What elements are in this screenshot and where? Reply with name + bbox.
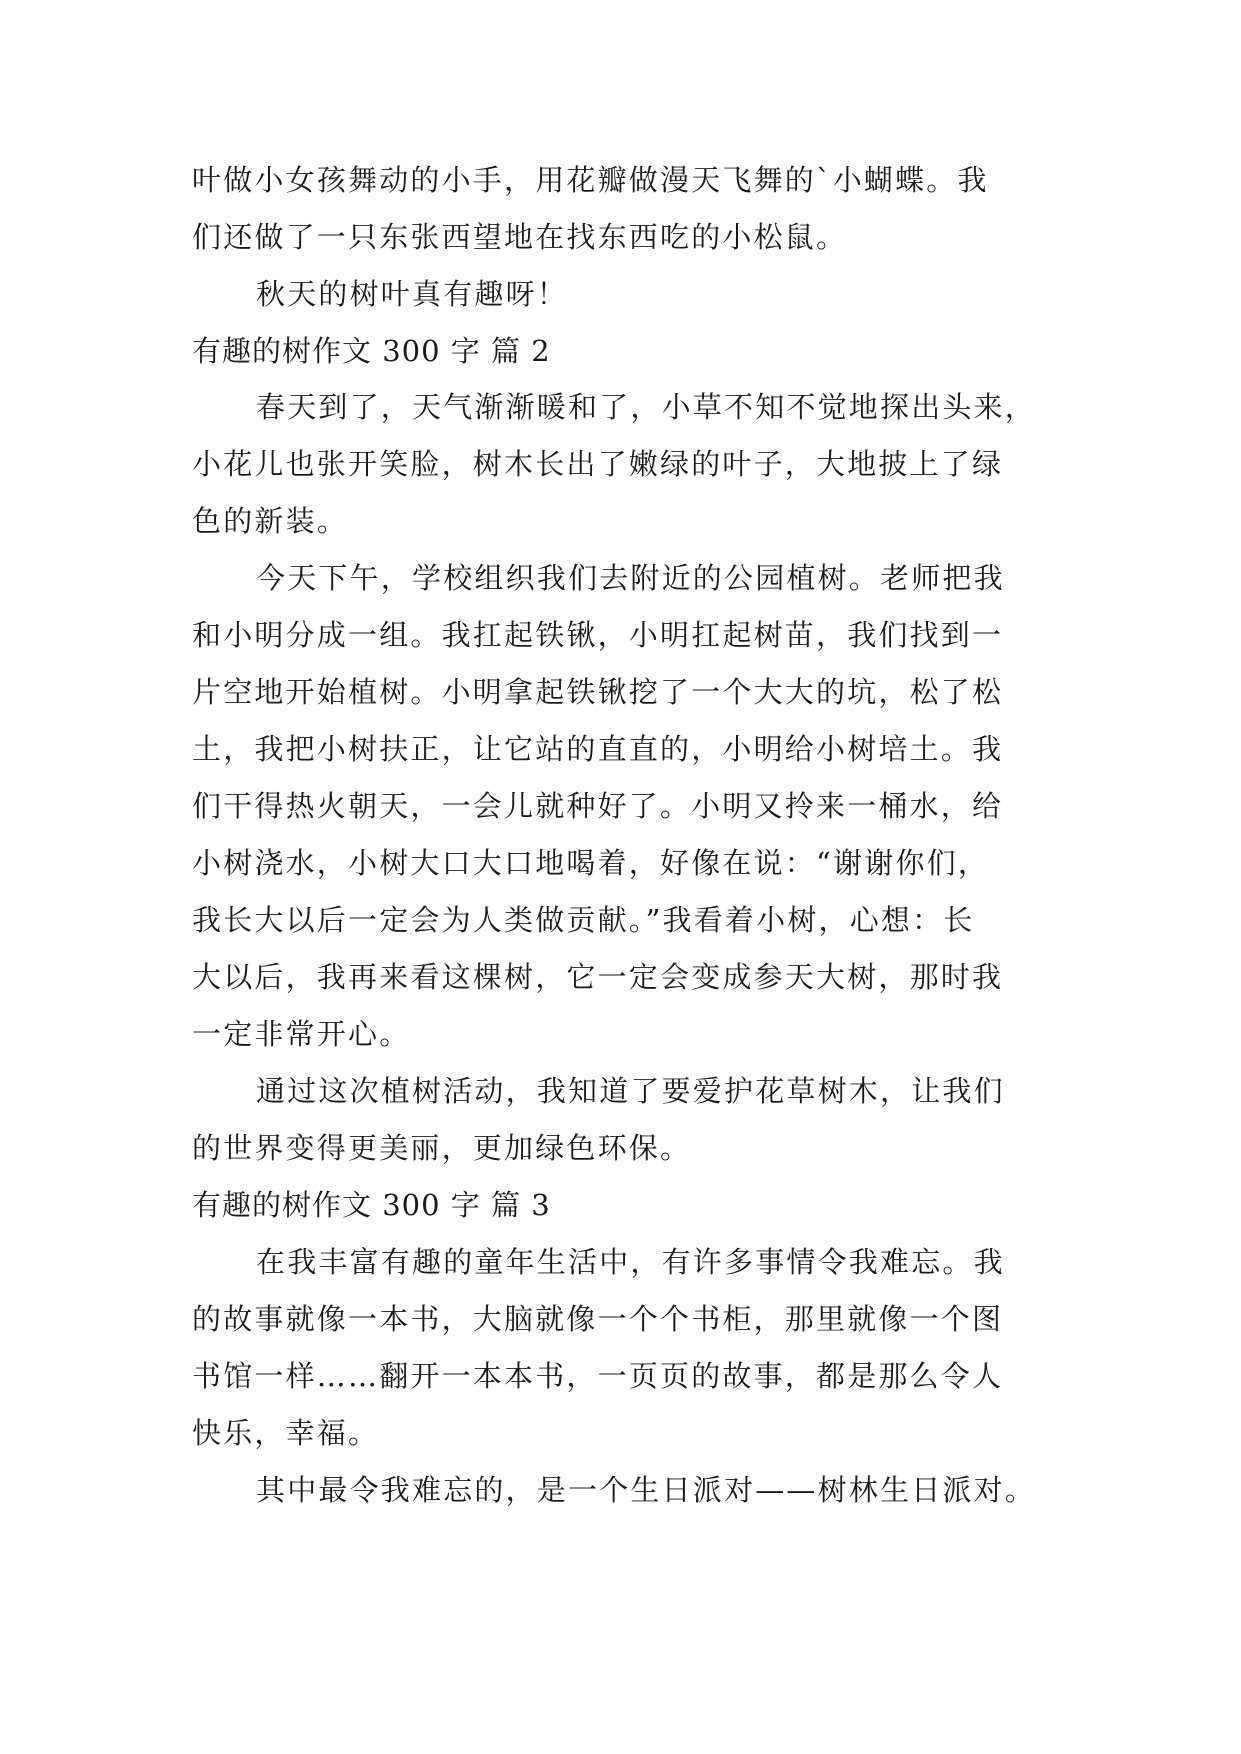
text-line: 一定非常开心。 [192, 1017, 411, 1051]
text-line: 书馆一样……翻开一本本书，一页页的故事，都是那么令人 [192, 1359, 1004, 1393]
text-line: 我长大以后一定会为人类做贡献。”我看着小树，心想：长 [192, 903, 975, 937]
text-line: 小花儿也张开笑脸，树木长出了嫩绿的叶子，大地披上了绿 [192, 447, 1004, 481]
text-line: 片空地开始植树。小明拿起铁锹挖了一个大大的坑，松了松 [192, 675, 1004, 709]
text-line: 色的新装。 [192, 504, 349, 538]
essay-title: 有趣的树作文 300 字 篇 2 [192, 334, 551, 368]
essay-title: 有趣的树作文 300 字 篇 3 [192, 1188, 551, 1222]
text-line: 的故事就像一本书，大脑就像一个个书柜，那里就像一个图 [192, 1302, 1004, 1336]
text-line: 通过这次植树活动，我知道了要爱护花草树木，让我们 [256, 1074, 1005, 1108]
text-line: 在我丰富有趣的童年生活中，有许多事情令我难忘。我 [256, 1245, 1005, 1279]
text-line: 们还做了一只东张西望地在找东西吃的小松鼠。 [192, 220, 848, 254]
text-line: 其中最令我难忘的，是一个生日派对——树林生日派对。 [256, 1473, 1037, 1507]
text-line: 和小明分成一组。我扛起铁锹，小明扛起树苗，我们找到一 [192, 618, 1004, 652]
text-line: 土，我把小树扶正，让它站的直直的，小明给小树培土。我 [192, 732, 1004, 766]
text-line: 快乐，幸福。 [192, 1416, 380, 1450]
text-line: 春天到了，天气渐渐暖和了，小草不知不觉地探出头来， [256, 390, 1037, 424]
closing-line: 秋天的树叶真有趣呀！ [256, 277, 569, 311]
text-line: 们干得热火朝天，一会儿就种好了。小明又拎来一桶水，给 [192, 789, 1004, 823]
text-line: 大以后，我再来看这棵树，它一定会变成参天大树，那时我 [192, 960, 1004, 994]
text-line: 今天下午，学校组织我们去附近的公园植树。老师把我 [256, 561, 1005, 595]
text-line: 小树浇水，小树大口大口地喝着，好像在说：“谢谢你们， [192, 846, 990, 880]
text-line: 叶做小女孩舞动的小手，用花瓣做漫天飞舞的`小蝴蝶。我 [192, 163, 989, 197]
text-line: 的世界变得更美丽，更加绿色环保。 [192, 1131, 692, 1165]
